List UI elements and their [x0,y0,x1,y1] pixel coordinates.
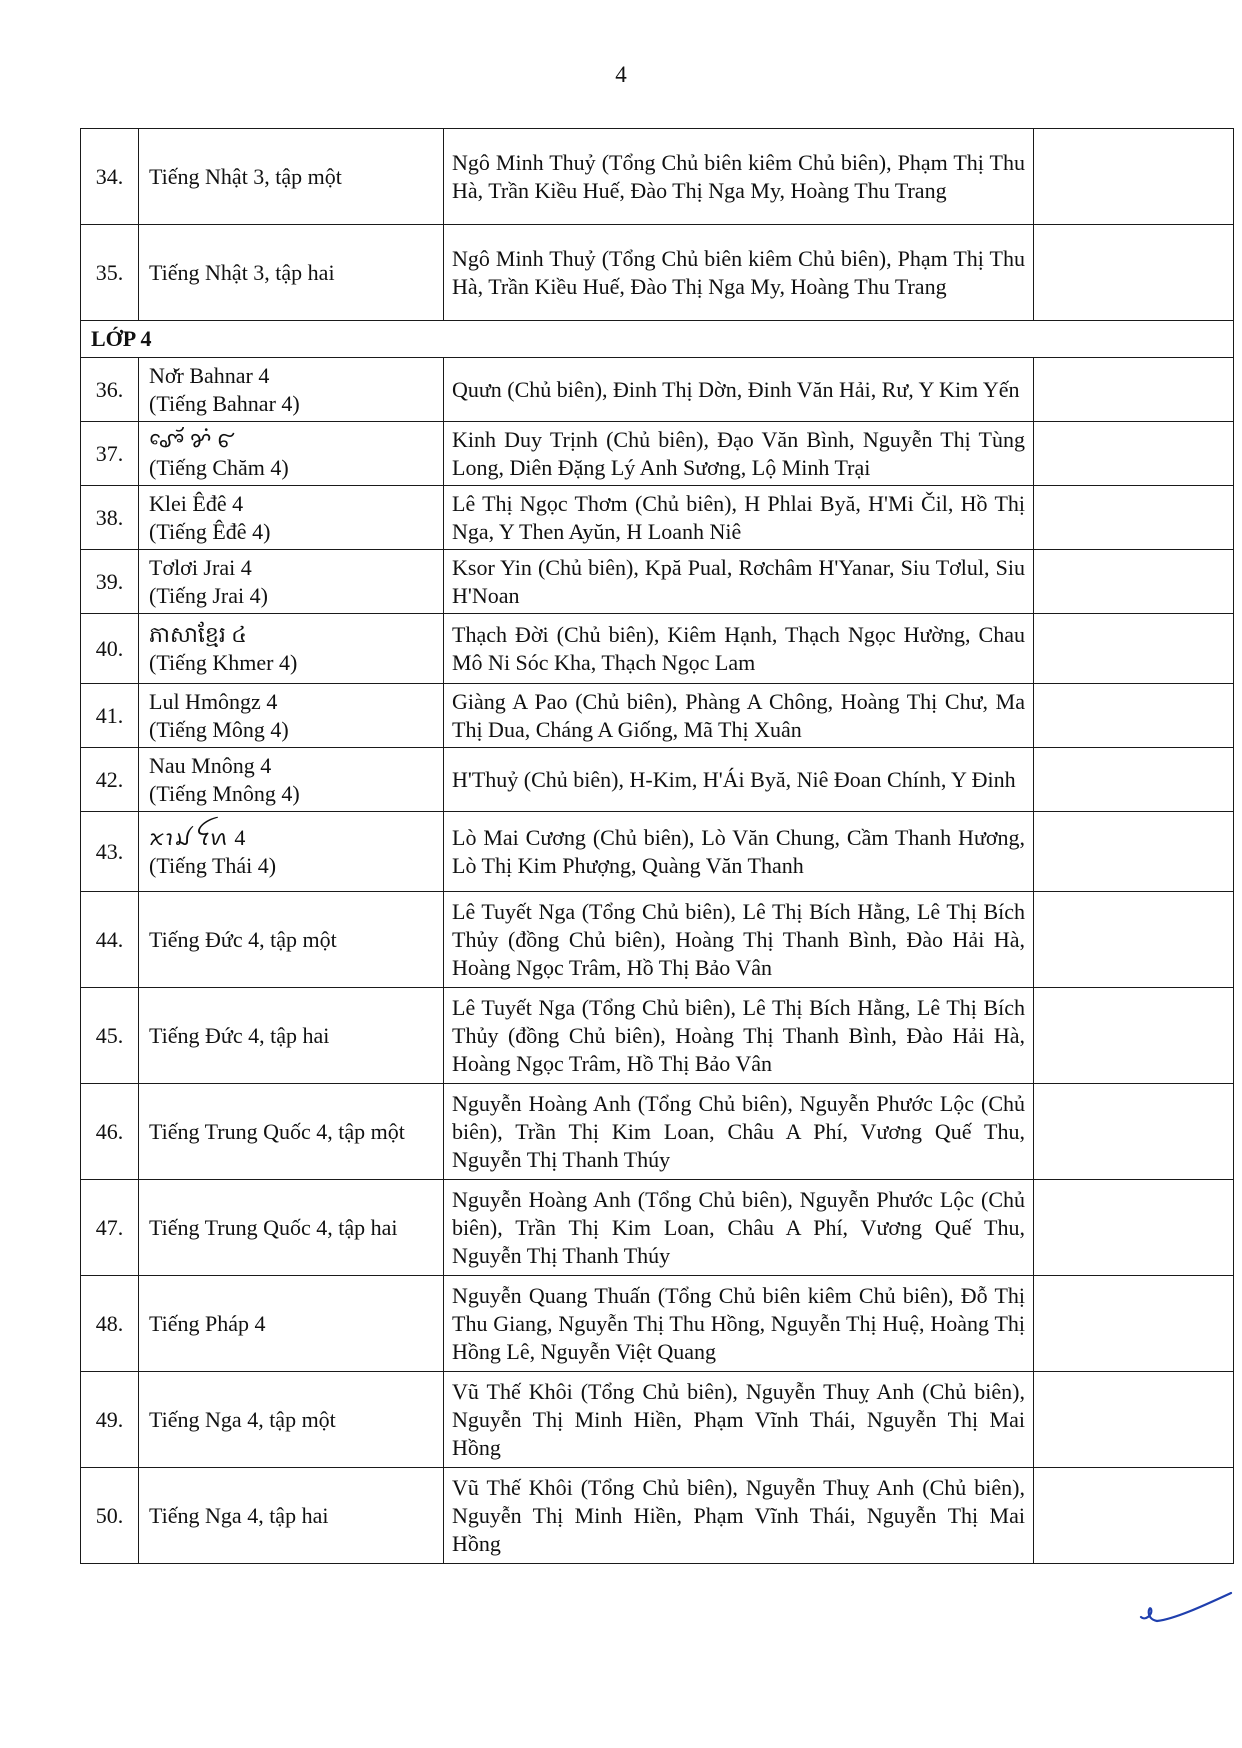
book-authors: Nguyễn Hoàng Anh (Tổng Chủ biên), Nguyễn Phước Lộc (Chủ biên), Trần Thị Kim Loan, Châu A Phí, Vương Quế Thu, Nguyễn Thị Thanh Thúy [444,1180,1034,1276]
row-number: 37. [81,422,139,486]
notes-cell [1034,988,1234,1084]
row-number: 35. [81,225,139,321]
book-authors: Ngô Minh Thuỷ (Tổng Chủ biên kiêm Chủ biên), Phạm Thị Thu Hà, Trần Kiều Huế, Đào Thị Nga My, Hoàng Thu Trang [444,225,1034,321]
book-title-line: Tiếng Nhật 3, tập hai [149,259,335,285]
notes-cell [1034,358,1234,422]
row-number: 44. [81,892,139,988]
book-authors: Lê Tuyết Nga (Tổng Chủ biên), Lê Thị Bích Hằng, Lê Thị Bích Thủy (đồng Chủ biên), Hoàng Thị Thanh Bình, Đào Hải Hà, Hoàng Ngọc Trâm, Hồ Thị Bảo Vân [444,892,1034,988]
book-authors: Ngô Minh Thuỷ (Tổng Chủ biên kiêm Chủ biên), Phạm Thị Thu Hà, Trần Kiều Huế, Đào Thị Nga My, Hoàng Thu Trang [444,129,1034,225]
table-row [81,422,1234,486]
book-authors: Lò Mai Cương (Chủ biên), Lò Văn Chung, Cầm Thanh Hương, Lò Thị Kim Phượng, Quàng Văn Thanh [444,812,1034,892]
book-title-line: Nơ̆r Bahnar 4 [149,362,270,388]
book-title [139,550,444,614]
table-row [81,1372,1234,1468]
book-title [139,1084,444,1180]
book-title-line: Lul Hmôngz 4 [149,688,278,714]
book-title-line: Klei Êđê 4 [149,490,244,516]
notes-cell [1034,129,1234,225]
notes-cell [1034,422,1234,486]
notes-cell [1034,614,1234,684]
book-authors: Quưn (Chủ biên), Đinh Thị Dờn, Đinh Văn Hải, Rư, Y Kim Yến [444,358,1034,422]
book-title-line: Tiếng Trung Quốc 4, tập hai [149,1214,398,1240]
section-label: LỚP 4 [81,321,1234,358]
table-row [81,550,1234,614]
book-title-line: ꨨꨯꨮ ꨌꩌ ꩔ [149,426,236,452]
row-number: 47. [81,1180,139,1276]
table-row [81,1276,1234,1372]
book-title-line: Nau Mnông 4 [149,752,272,778]
book-title-line: Tơlơi Jrai 4 [149,554,252,580]
book-authors: Vũ Thế Khôi (Tổng Chủ biên), Nguyễn Thuỵ Anh (Chủ biên), Nguyễn Thị Minh Hiền, Phạm Vĩnh Thái, Nguyễn Thị Mai Hồng [444,1468,1034,1564]
notes-cell [1034,892,1234,988]
book-authors: Vũ Thế Khôi (Tổng Chủ biên), Nguyễn Thuỵ Anh (Chủ biên), Nguyễn Thị Minh Hiền, Phạm Vĩnh Thái, Nguyễn Thị Mai Hồng [444,1372,1034,1468]
book-title-line: (Tiếng Chăm 4) [149,454,289,480]
table-row [81,1084,1234,1180]
table-body-main [81,358,1234,1564]
book-authors: Kinh Duy Trịnh (Chủ biên), Đạo Văn Bình, Nguyễn Thị Tùng Long, Diên Đặng Lý Anh Sương, Lộ Minh Trại [444,422,1034,486]
notes-cell [1034,1468,1234,1564]
table-row [81,748,1234,812]
table-row [81,486,1234,550]
table-row [81,1468,1234,1564]
table-row [81,988,1234,1084]
book-authors: Nguyễn Quang Thuấn (Tổng Chủ biên kiêm Chủ biên), Đỗ Thị Thu Giang, Nguyễn Thị Thu Hồng, Nguyễn Thị Huệ, Hoàng Thị Hồng Lê, Nguyễn Việt Quang [444,1276,1034,1372]
book-title-line: (Tiếng Khmer 4) [149,649,298,675]
table-body-top [81,129,1234,321]
row-number: 34. [81,129,139,225]
table-row [81,129,1234,225]
book-title-line: Tiếng Nhật 3, tập một [149,163,342,189]
book-title [139,129,444,225]
notes-cell [1034,812,1234,892]
book-title [139,225,444,321]
book-title-line: (Tiếng Êđê 4) [149,518,271,544]
book-title-line: Tiếng Đức 4, tập hai [149,1022,330,1048]
notes-cell [1034,1084,1234,1180]
notes-cell [1034,1372,1234,1468]
row-number: 50. [81,1468,139,1564]
book-title [139,1180,444,1276]
row-number: 45. [81,988,139,1084]
book-title [139,684,444,748]
book-title-line: (Tiếng Jrai 4) [149,582,268,608]
textbook-table [80,128,1234,1564]
row-number: 49. [81,1372,139,1468]
book-title [139,1468,444,1564]
notes-cell [1034,486,1234,550]
book-title [139,748,444,812]
row-number: 39. [81,550,139,614]
book-title-line: (Tiếng Bahnar 4) [149,390,300,416]
table-row [81,358,1234,422]
page-number: 4 [615,62,627,87]
book-authors: Thạch Đời (Chủ biên), Kiêm Hạnh, Thạch Ngọc Hường, Chau Mô Ni Sóc Kha, Thạch Ngọc Lam [444,614,1034,684]
notes-cell [1034,684,1234,748]
book-authors: Nguyễn Hoàng Anh (Tổng Chủ biên), Nguyễn Phước Lộc (Chủ biên), Trần Thị Kim Loan, Châu A Phí, Vương Quế Thu, Nguyễn Thị Thanh Thúy [444,1084,1034,1180]
notes-cell [1034,748,1234,812]
table-row [81,614,1234,684]
table-row [81,892,1234,988]
book-title-line: Tiếng Pháp 4 [149,1310,266,1336]
row-number: 46. [81,1084,139,1180]
book-title-line: Tiếng Đức 4, tập một [149,926,337,952]
row-number: 40. [81,614,139,684]
row-number: 42. [81,748,139,812]
book-title-line: (Tiếng Mnông 4) [149,780,300,806]
section-row [81,321,1234,358]
book-title-line: Tiếng Nga 4, tập một [149,1406,336,1432]
book-title-line: (Tiếng Mông 4) [149,716,289,742]
book-authors: Lê Thị Ngọc Thơm (Chủ biên), H Phlai Byă, H'Mi Čil, Hồ Thị Nga, Y Then Ayŭn, H Loanh Niê [444,486,1034,550]
book-title [139,422,444,486]
row-number: 48. [81,1276,139,1372]
row-number: 41. [81,684,139,748]
signature-mark [1135,1575,1235,1635]
table-row [81,684,1234,748]
row-number: 38. [81,486,139,550]
book-title-line: ꪎꪱꪣ ꪼꪕ 4 [149,824,246,850]
notes-cell [1034,1276,1234,1372]
notes-cell [1034,1180,1234,1276]
book-title-line: Tiếng Nga 4, tập hai [149,1502,329,1528]
book-title-line: ភាសាខ្មែរ ៤ [149,621,247,647]
book-authors: Ksor Yin (Chủ biên), Kpă Pual, Rơchâm H'Yanar, Siu Tơlul, Siu H'Noan [444,550,1034,614]
book-title [139,486,444,550]
book-title-line: (Tiếng Thái 4) [149,852,277,878]
table-row [81,1180,1234,1276]
book-title [139,988,444,1084]
book-title [139,358,444,422]
book-title [139,614,444,684]
book-title [139,892,444,988]
book-authors: H'Thuỷ (Chủ biên), H-Kim, H'Ái Byă, Niê Đoan Chính, Y Đinh [444,748,1034,812]
book-title [139,1276,444,1372]
notes-cell [1034,550,1234,614]
book-title-line: Tiếng Trung Quốc 4, tập một [149,1118,405,1144]
book-title [139,812,444,892]
table-row [81,225,1234,321]
section-header [81,321,1234,358]
table-row [81,812,1234,892]
row-number: 36. [81,358,139,422]
book-authors: Lê Tuyết Nga (Tổng Chủ biên), Lê Thị Bích Hằng, Lê Thị Bích Thủy (đồng Chủ biên), Hoàng Thị Thanh Bình, Đào Hải Hà, Hoàng Ngọc Trâm, Hồ Thị Bảo Vân [444,988,1034,1084]
row-number: 43. [81,812,139,892]
notes-cell [1034,225,1234,321]
book-title [139,1372,444,1468]
book-authors: Giàng A Pao (Chủ biên), Phàng A Chông, Hoàng Thị Chư, Ma Thị Dua, Cháng A Giống, Mã Thị Xuân [444,684,1034,748]
